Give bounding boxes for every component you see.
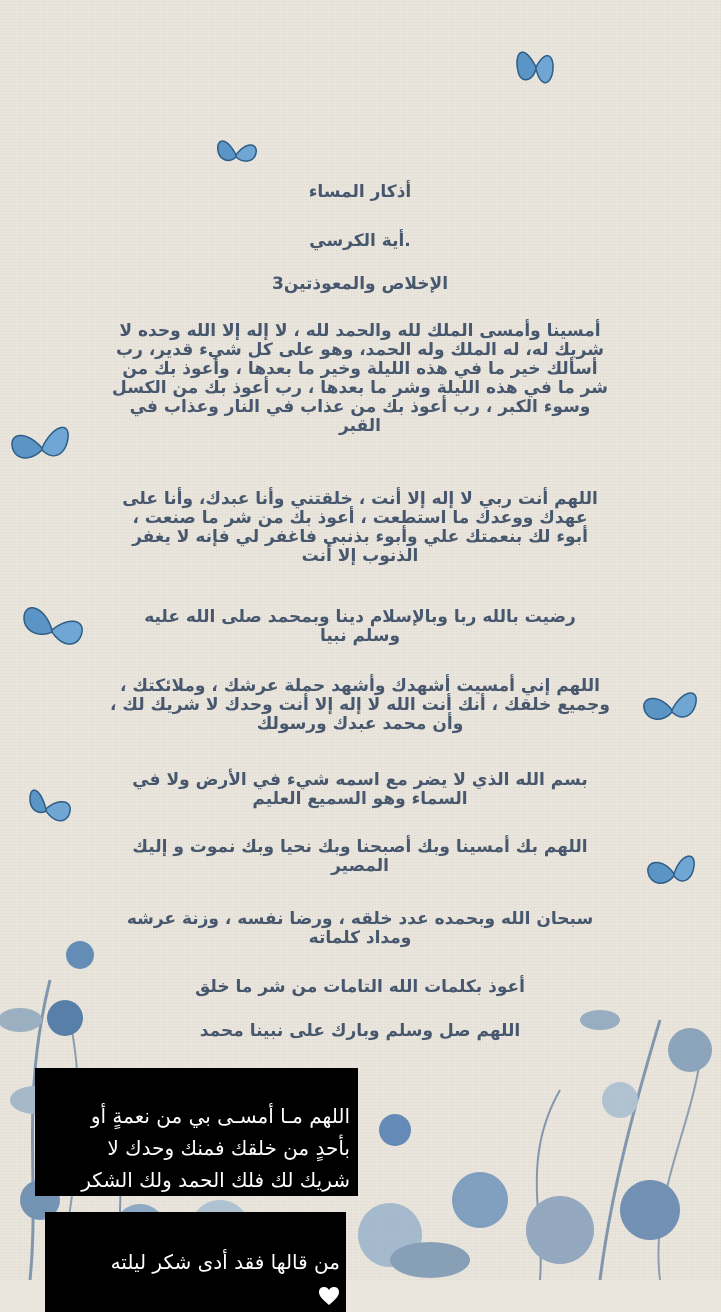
- dhikr-paragraph-8: أعوذ بكلمات الله التامات من شر ما خلق: [195, 977, 525, 997]
- dhikr-paragraph-9: اللهم صل وسلم وبارك على نبينا محمد: [199, 1021, 521, 1041]
- page-title: أذكار المساء: [308, 182, 412, 202]
- butterfly-icon: [18, 598, 86, 660]
- dhikr-paragraph-5: بسم الله الذي لا يضر مع اسمه شيء في الأرض ولا في السماء وهو السميع العليم: [132, 770, 588, 809]
- butterfly-icon: [642, 848, 698, 896]
- butterfly-icon: [638, 682, 700, 734]
- heart-icon: [318, 1286, 340, 1306]
- caption-text: اللهم مـا أمسـى بي من نعمةٍ أو بأحدٍ من خلقك فمنك وحدك لا شريك لك فلك الحمد ولك الشكر: [81, 1104, 350, 1192]
- caption-sticker: [35, 1068, 358, 1196]
- dhikr-paragraph-6: اللهم بك أمسينا وبك أصبحنا وبك نحيا وبك نموت و إليك المصير: [132, 837, 588, 876]
- butterfly-icon: [212, 133, 260, 173]
- ayat-kursi-line: .أية الكرسي: [309, 231, 411, 251]
- dhikr-paragraph-1: أمسينا وأمسى الملك لله والحمد لله ، لا إله إلا الله وحده لا شريك له، له الملك وله الحمد، وهو على كل شيء قدير، رب أسألك خير ما في هذه الليلة وخير ما بعدها ، وأعوذ بك من شر ما في هذه الليلة وشر ما بعدها ، رب أعوذ بك من الكسل وسوء الكبر ، رب أعوذ بك من عذاب في النار وعذاب في القبر: [112, 321, 608, 436]
- dhikr-paragraph-4: اللهم إني أمسيت أشهدك وأشهد حملة عرشك ، وملائكتك ، وجميع خلقك ، أنك أنت الله لا إله إلا أنت وحدك لا شريك لك ، وأن محمد عبدك ورسولك: [110, 676, 610, 734]
- caption-note-text: من قالها فقد أدى شكر ليلته: [110, 1250, 340, 1274]
- ikhlas-line: الإخلاص والمعوذتين3: [271, 274, 449, 294]
- butterfly-icon: [26, 783, 74, 829]
- dhikr-paragraph-7: سبحان الله وبحمده عدد خلقه ، ورضا نفسه ، وزنة عرشه ومداد كلماته: [126, 909, 594, 948]
- caption-note: [45, 1212, 346, 1312]
- butterfly-icon: [8, 418, 72, 476]
- dhikr-paragraph-3: رضيت بالله ربا وبالإسلام دينا وبمحمد صلى الله عليه وسلم نبيا: [144, 607, 576, 646]
- butterfly-icon: [512, 35, 560, 99]
- dhikr-paragraph-2: اللهم أنت ربي لا إله إلا أنت ، خلقتني وأنا عبدك، وأنا على عهدك ووعدك ما استطعت ، أعوذ بك من شر ما صنعت ، أبوء لك بنعمتك علي وأبوء بذنبي فاغفر لي فإنه لا يغفر الذنوب إلا أنت: [122, 489, 598, 566]
